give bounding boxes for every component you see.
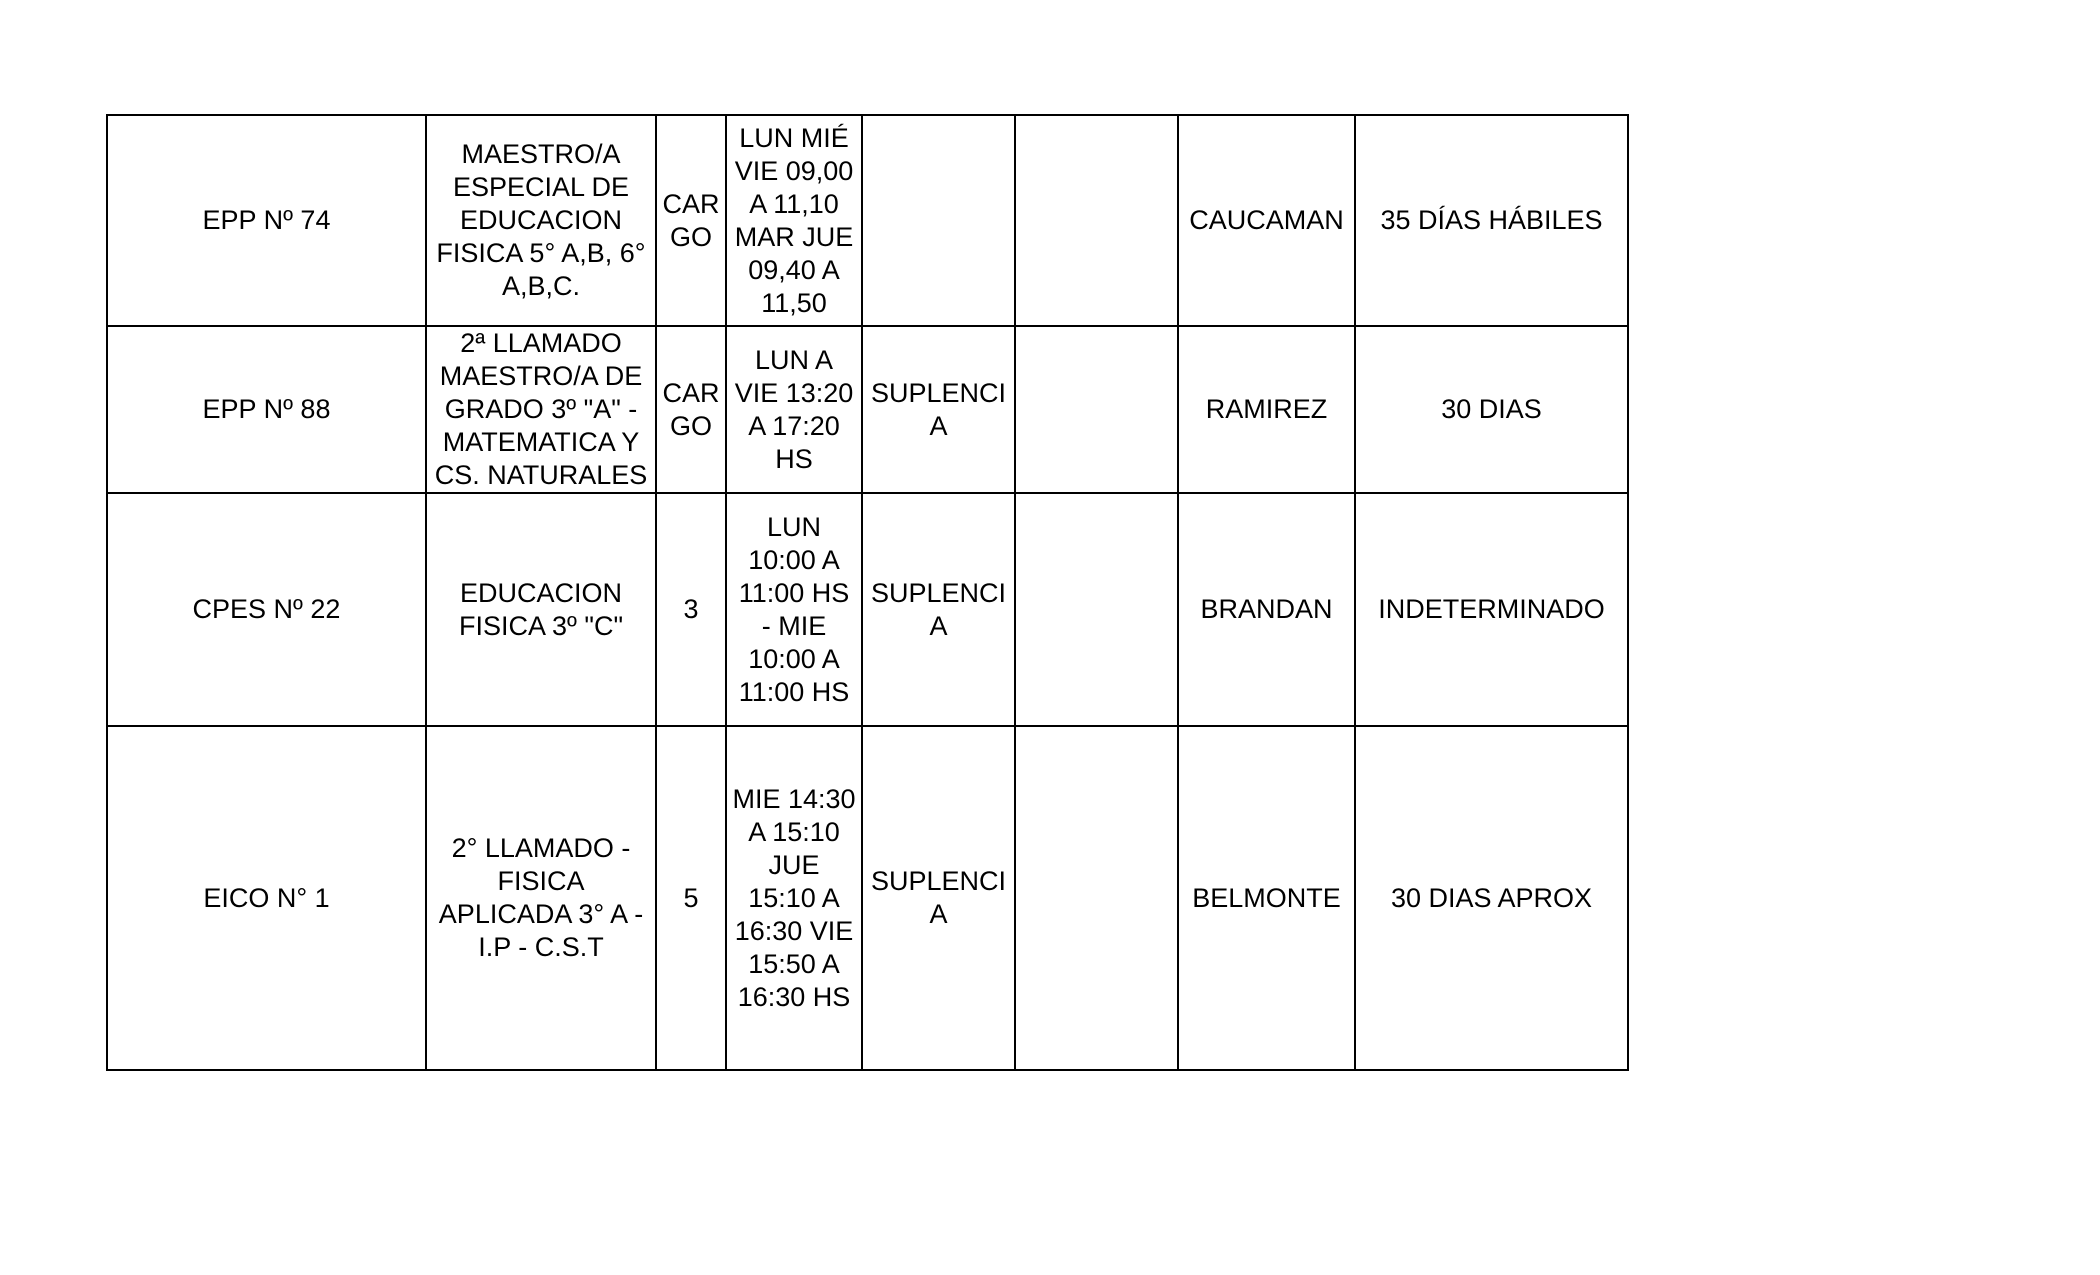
type-cell <box>862 115 1015 326</box>
duration-cell: 30 DIAS <box>1355 326 1628 493</box>
duration-cell: 30 DIAS APROX <box>1355 726 1628 1070</box>
table-row <box>107 726 1628 1070</box>
schedule-cell: LUN A VIE 13:20 A 17:20 HS <box>726 326 862 493</box>
type-cell: SUPLENCI A <box>862 493 1015 726</box>
blank-cell <box>1015 326 1178 493</box>
table-row <box>107 115 1628 326</box>
holder-cell: CAUCAMAN <box>1178 115 1355 326</box>
type-cell: SUPLENCI A <box>862 326 1015 493</box>
holder-cell: RAMIREZ <box>1178 326 1355 493</box>
table-row <box>107 326 1628 493</box>
duration-cell: 35 DÍAS HÁBILES <box>1355 115 1628 326</box>
position-cell: 2° LLAMADO - FISICA APLICADA 3° A - I.P - C.S.T <box>426 726 656 1070</box>
schedule-cell: LUN MIÉ VIE 09,00 A 11,10 MAR JUE 09,40 A 11,50 <box>726 115 862 326</box>
vacancy-table <box>106 114 1629 1071</box>
schedule-cell: LUN 10:00 A 11:00 HS - MIE 10:00 A 11:00 HS <box>726 493 862 726</box>
position-cell: EDUCACION FISICA 3º "C" <box>426 493 656 726</box>
blank-cell <box>1015 115 1178 326</box>
hours-cell: CAR GO <box>656 326 726 493</box>
school-cell: EPP Nº 74 <box>107 115 426 326</box>
type-cell: SUPLENCI A <box>862 726 1015 1070</box>
duration-cell: INDETERMINADO <box>1355 493 1628 726</box>
school-cell: EICO N° 1 <box>107 726 426 1070</box>
position-cell: MAESTRO/A ESPECIAL DE EDUCACION FISICA 5° A,B, 6° A,B,C. <box>426 115 656 326</box>
hours-cell: 5 <box>656 726 726 1070</box>
hours-cell: 3 <box>656 493 726 726</box>
holder-cell: BRANDAN <box>1178 493 1355 726</box>
holder-cell: BELMONTE <box>1178 726 1355 1070</box>
schedule-cell: MIE 14:30 A 15:10 JUE 15:10 A 16:30 VIE 15:50 A 16:30 HS <box>726 726 862 1070</box>
school-cell: EPP Nº 88 <box>107 326 426 493</box>
school-cell: CPES Nº 22 <box>107 493 426 726</box>
hours-cell: CAR GO <box>656 115 726 326</box>
position-cell: 2ª LLAMADO MAESTRO/A DE GRADO 3º "A" - MATEMATICA Y CS. NATURALES <box>426 326 656 493</box>
blank-cell <box>1015 726 1178 1070</box>
table-row <box>107 493 1628 726</box>
blank-cell <box>1015 493 1178 726</box>
